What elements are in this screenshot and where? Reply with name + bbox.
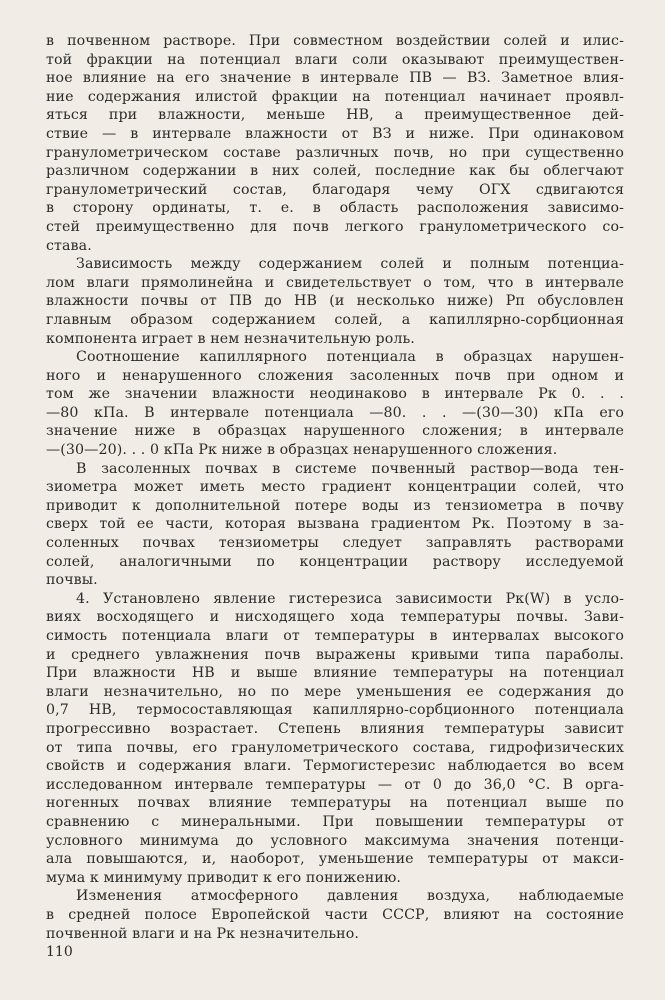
text-line: влаги незначительно, но по мере уменьшения ее содержания до <box>46 683 624 700</box>
text-line: той фракции на потенциал влаги соли оказывают преимуществен- <box>46 51 624 68</box>
paragraph-5 <box>46 590 624 888</box>
text-line: прогрессивно возрастает. Степень влияния температуры зависит <box>46 720 624 737</box>
text-line: компонента играет в нем незначительную роль. <box>46 330 415 347</box>
page-number: 110 <box>46 944 73 960</box>
text-line: в почвенном растворе. При совместном воздействии солей и илис- <box>46 33 624 49</box>
paragraph-1 <box>46 32 624 255</box>
text-line: том же значении влажности неодинаково в интервале Рк 0. . . <box>46 386 624 403</box>
text-line: стей преимущественно для почв легкого гранулометрического со- <box>46 218 624 235</box>
text-line: —(30—20). . . 0 кПа Рк ниже в образцах ненарушенного сложения. <box>46 442 558 459</box>
text-line: от типа почвы, его гранулометрического состава, гидрофизических <box>46 739 624 756</box>
text-line: условного минимума до условного максимума значения потенци- <box>46 832 624 849</box>
text-line: в сторону ординаты, т. е. в область расположения зависимо- <box>46 200 624 217</box>
text-line: мума к минимуму приводит к его понижению. <box>46 869 402 886</box>
text-line: гранулометрический состав, благодаря чему ОГХ сдвигаются <box>46 181 624 198</box>
text-line: става. <box>46 237 92 254</box>
text-line: значение ниже в образцах нарушенного сложения; в интервале <box>46 423 624 440</box>
text-line: симость потенциала влаги от температуры в интервалах высокого <box>46 628 624 644</box>
text-line: исследованном интервале температуры — от 0 до 36,0 °С. В орга- <box>46 776 624 793</box>
paragraph-4 <box>46 460 624 590</box>
text-line: гранулометрическом составе различных почв, но при существенно <box>46 144 624 161</box>
text-line: ное влияние на его значение в интервале ПВ — ВЗ. Заметное влия- <box>46 70 624 87</box>
text-line: виях восходящего и нисходящего хода температуры почвы. Зави- <box>46 609 624 626</box>
text-line: в средней полосе Европейской части СССР, влияют на состояние <box>46 906 624 923</box>
text-line: соленных почвах тензиометры следует заправлять растворами <box>46 535 624 552</box>
text-line: ние содержания илистой фракции на потенциал начинает проявл- <box>46 88 624 105</box>
text-line: При влажности НВ и выше влияние температуры на потенциал <box>46 665 624 682</box>
text-line: ствие — в интервале влажности от ВЗ и ниже. При одинаковом <box>46 125 624 142</box>
text-line: приводит к дополнительной потере воды из тензиометра в почву <box>46 497 624 514</box>
text-line: Изменения атмосферного давления воздуха, наблюдаемые <box>76 888 624 905</box>
text-line: ногенных почвах влияние температуры на потенциал выше по <box>46 795 624 812</box>
text-line: ала повышаются, и, наоборот, уменьшение температуры от макси- <box>46 851 624 868</box>
text-line: сравнению с минеральными. При повышении температуры от <box>46 813 624 830</box>
text-line: лом влаги прямолинейна и свидетельствует о том, что в интервале <box>46 274 624 291</box>
text-line: В засоленных почвах в системе почвенный раствор—вода тен- <box>76 460 624 477</box>
text-line: солей, аналогичными по концентрации раствору исследуемой <box>46 553 624 570</box>
text-line: свойств и содержания влаги. Термогистерезис наблюдается во всем <box>46 758 624 775</box>
text-line: зиометра может иметь место градиент концентрации солей, что <box>46 479 624 496</box>
text-line: яться при влажности, меньше НВ, а преимущественное дей- <box>46 107 624 124</box>
text-line: сверх той ее части, которая вызвана градиентом Рк. Поэтому в за- <box>46 516 624 533</box>
text-line: и среднего увлажнения почв выражены кривыми типа параболы. <box>46 646 624 663</box>
text-line: Зависимость между содержанием солей и полным потенциа- <box>76 256 624 273</box>
text-line: влажности почвы от ПВ до НВ (и несколько ниже) Рп обусловлен <box>46 293 624 310</box>
text-line: главным образом содержанием солей, а капиллярно-сорбционная <box>46 311 624 328</box>
text-line: ного и ненарушенного сложения засоленных почв при одном и <box>46 367 624 384</box>
text-line: 0,7 НВ, термосоставляющая капиллярно-сорбционного потенциала <box>46 702 624 719</box>
paragraph-3 <box>46 348 624 460</box>
text-line: —80 кПа. В интервале потенциала —80. . . —(30—30) кПа его <box>46 404 624 421</box>
text-line: почвы. <box>46 572 98 589</box>
paragraph-6 <box>46 887 624 943</box>
page-body <box>46 32 624 943</box>
text-line: 4. Установлено явление гистерезиса зависимости Рк(W) в усло- <box>76 590 624 607</box>
text-line: различном содержании в них солей, последние как бы облегчают <box>46 163 624 180</box>
paragraph-2 <box>46 255 624 348</box>
text-line: почвенной влаги и на Рк незначительно. <box>46 925 359 942</box>
text-line: Соотношение капиллярного потенциала в образцах нарушен- <box>76 349 624 366</box>
